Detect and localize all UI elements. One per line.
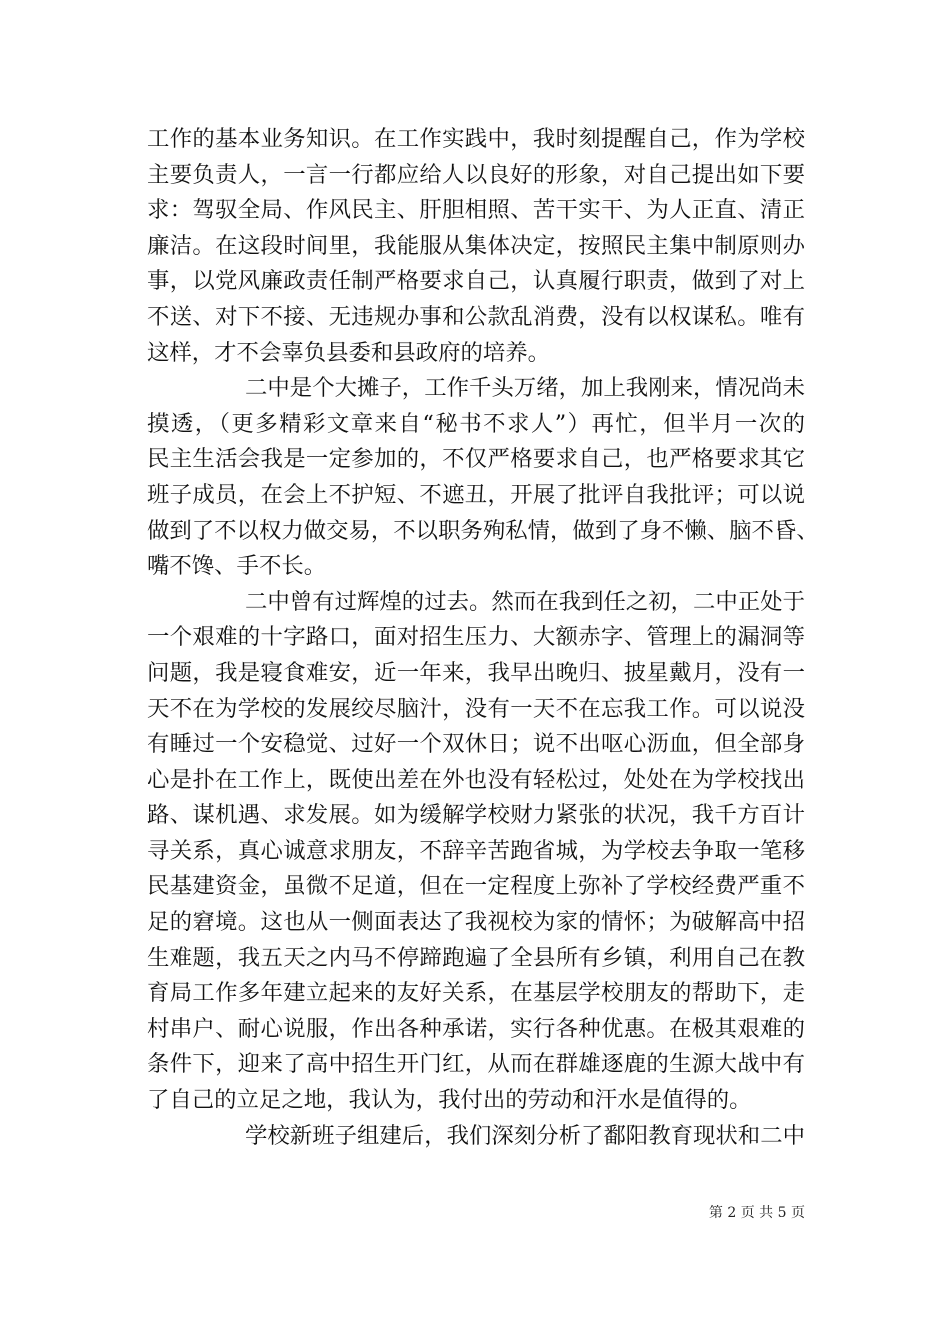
text-line: 路、谋机遇、求发展。如为缓解学校财力紧张的状况，我千方百计 bbox=[147, 802, 805, 829]
text-line: 了自己的立足之地，我认为，我付出的劳动和汗水是值得的。 bbox=[147, 1087, 752, 1114]
text-line: 寻关系，真心诚意求朋友，不辞辛苦跑省城，为学校去争取一笔移 bbox=[147, 837, 805, 864]
page-number: 第 2 页 共 5 页 bbox=[708, 1205, 805, 1221]
text-line: 求：驾驭全局、作风民主、肝胆相照、苦干实干、为人正直、清正 bbox=[147, 197, 805, 224]
text-line: 学校新班子组建后，我们深刻分析了鄱阳教育现状和二中 bbox=[245, 1122, 805, 1149]
text-line: 村串户、耐心说服，作出各种承诺，实行各种优惠。在极其艰难的 bbox=[147, 1015, 805, 1042]
text-line: 工作的基本业务知识。在工作实践中，我时刻提醒自己，作为学校 bbox=[147, 126, 805, 152]
text-line: 廉洁。在这段时间里，我能服从集体决定，按照民主集中制原则办 bbox=[147, 232, 805, 259]
text-line: 有睡过一个安稳觉、过好一个双休日；说不出呕心沥血，但全部身 bbox=[147, 731, 805, 758]
text-line: 二中曾有过辉煌的过去。然而在我到任之初，二中正处于 bbox=[245, 588, 805, 615]
text-line: 问题，我是寝食难安，近一年来，我早出晚归、披星戴月，没有一 bbox=[147, 659, 805, 686]
text-line: 天不在为学校的发展绞尽脑汁，没有一天不在忘我工作。可以说没 bbox=[147, 695, 805, 722]
text-line: 民主生活会我是一定参加的，不仅严格要求自己，也严格要求其它 bbox=[147, 446, 805, 473]
text-line: 主要负责人，一言一行都应给人以良好的形象，对自己提出如下要 bbox=[147, 161, 805, 188]
text-line: 足的窘境。这也从一侧面表达了我视校为家的情怀；为破解高中招 bbox=[147, 909, 805, 936]
text-line: 一个艰难的十字路口，面对招生压力、大额赤字、管理上的漏洞等 bbox=[147, 624, 805, 651]
text-line: 育局工作多年建立起来的友好关系，在基层学校朋友的帮助下，走 bbox=[147, 980, 805, 1007]
text-line: 这样，才不会辜负县委和县政府的培养。 bbox=[147, 339, 551, 366]
text-line: 做到了不以权力做交易，不以职务殉私情，做到了身不懒、脑不昏、 bbox=[147, 517, 819, 544]
text-line: 生难题，我五天之内马不停蹄跑遍了全县所有乡镇，利用自己在教 bbox=[147, 944, 805, 971]
document-body bbox=[147, 122, 819, 1154]
text-line: 二中是个大摊子，工作千头万绪，加上我刚来，情况尚未 bbox=[245, 375, 805, 402]
text-line: 不送、对下不接、无违规办事和公款乱消费，没有以权谋私。唯有 bbox=[147, 303, 805, 330]
text-line: 嘴不馋、手不长。 bbox=[147, 553, 327, 580]
text-line: 条件下，迎来了高中招生开门红，从而在群雄逐鹿的生源大战中有 bbox=[147, 1051, 805, 1078]
text-line: 摸透，（更多精彩文章来自“秘书不求人”）再忙，但半月一次的 bbox=[147, 410, 805, 437]
text-line: 心是扑在工作上，既使出差在外也没有轻松过，处处在为学校找出 bbox=[147, 766, 805, 793]
text-line: 民基建资金，虽微不足道，但在一定程度上弥补了学校经费严重不 bbox=[147, 873, 805, 900]
text-line: 事，以党风廉政责任制严格要求自己，认真履行职责，做到了对上 bbox=[147, 268, 805, 295]
text-line: 班子成员，在会上不护短、不遮丑，开展了批评自我批评；可以说 bbox=[147, 481, 805, 508]
